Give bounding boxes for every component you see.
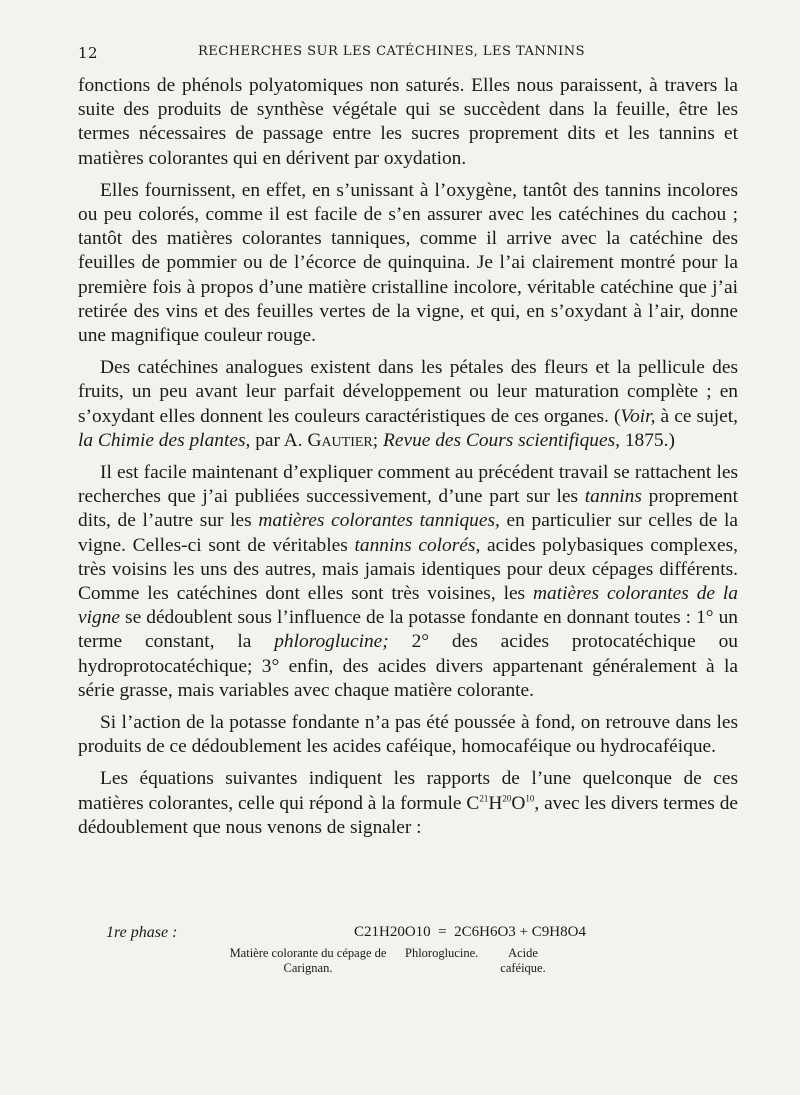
paragraph-2: Elles fournissent, en effet, en s’unissant à l’oxygène, tantôt des tannins incolores ou peu colorés, comme il est facile de s’en assurer avec les catéchines du cachou ; tantôt des matières colorantes tanniques, comme il arrive avec la catéchine des feuilles de pommier ou de l’écorce de quinquina. Je l’ai clairement montré pour la première fois à propos d’une matière cristalline incolore, véritable catéchine que j’ai retirée des vins et des feuilles vertes de la vigne, et qui, en s’oxydant à l’air, donne une magnifique couleur rouge. (78, 179, 738, 347)
italic-phloroglucine: phloroglucine; (274, 631, 389, 653)
equation-formula (354, 924, 586, 941)
running-header (78, 44, 738, 66)
equation-equals: = (438, 924, 447, 940)
italic-tannins-colores: tannins colorés, (354, 534, 481, 556)
body-text (78, 74, 738, 840)
caption-matiere-colorante: Matière colorante du cépage de Carignan. (229, 946, 387, 975)
page-number: 12 (78, 44, 99, 62)
equation-block (78, 924, 738, 984)
italic-matieres-colorantes-tanniques: matières colorantes tanniques, (258, 510, 500, 532)
paragraph-3: Des catéchines analogues existent dans les pétales des fleurs et la pellicule des fruits, un peu avant leur parfait développement ou leur maturation complète ; en s’oxydant elles donnent les couleurs caractéristiques de ces organes. (Voir, à ce sujet, la Chimie des plantes, par A. Gautier; Revue des Cours scientifiques, 1875.) (78, 357, 738, 451)
italic-chimie-des-plantes: la Chimie des plantes (78, 429, 246, 451)
caption-phloroglucine: Phloroglucine. (405, 946, 479, 960)
equation-lhs: C21H20O10 (354, 924, 431, 940)
italic-matieres-colorantes-vigne: matières colorantes de la vigne (78, 583, 738, 629)
italic-tannins: tannins (584, 486, 642, 508)
paragraph-5: Si l’action de la potasse fondante n’a pas été poussée à fond, on retrouve dans les produits de ce dédoublement les acides caféique, homocaféique ou hydrocaféique. (78, 712, 738, 758)
equation-rhs: 2C6H6O3 + C9H8O4 (454, 924, 586, 940)
paragraph-4: Il est facile maintenant d’expliquer comment au précédent travail se rattachent les recherches que j’ai publiées successivement, d’une part sur les tannins proprement dits, de l’autre sur les matières colorantes tanniques, en particulier sur celles de la vigne. Celles-ci sont de véritables tannins colorés, acides polybasiques complexes, très voisins les uns des autres, mais jamais identiques pour deux cépages différents. Comme les catéchines dont elles sont très voisines, les matières colorantes de la vigne se dédoublent sous l’influence de la potasse fondante en donnant toutes : 1° un terme constant, la phloroglucine; 2° des acides protocatéchique ou hydroprotocatéchique; 3° enfin, des acides divers appartenant généralement à la série grasse, mais variables avec chaque matière colorante. (78, 462, 739, 701)
italic-revue: Revue des Cours scientifiques, (383, 429, 620, 451)
phase-label: 1re phase : (106, 924, 178, 941)
caption-acide-cafeique: Acide caféique. (500, 946, 546, 975)
author-name: Gautier (307, 429, 373, 451)
paragraph-1: fonctions de phénols polyatomiques non saturés. Elles nous paraissent, à travers la suite des produits de synthèse végétale qui se succèdent dans la feuille, être les termes nécessaires de passage entre les sucres proprement dits et les tannins et matières colorantes qui en dérivent par oxydation. (78, 75, 738, 169)
italic-voir: Voir, (620, 405, 656, 427)
paragraph-6: Les équations suivantes indiquent les rapports de l’une quelconque de ces matières colorantes, celle qui répond à la formule $C^{21}H^{20}O^{10}$, avec les divers termes de dédoublement que nous venons de signaler : (78, 768, 738, 838)
running-title: RECHERCHES SUR LES CATÉCHINES, LES TANNINS (198, 44, 586, 59)
